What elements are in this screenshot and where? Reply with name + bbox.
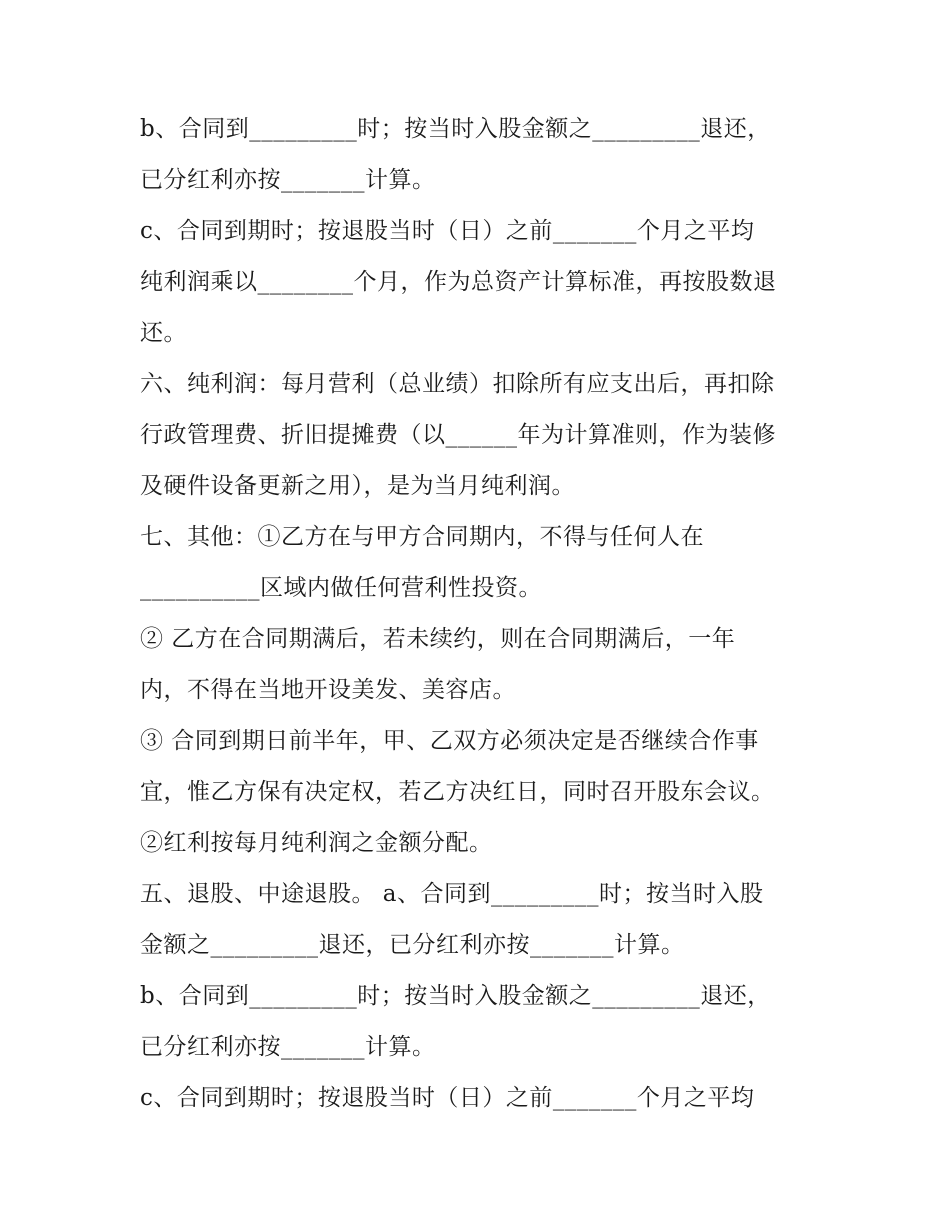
text-line: 五、退股、中途退股。 a、合同到_________时；按当时入股 [140,881,764,907]
text-line: 及硬件设备更新之用），是为当月纯利润。 [140,473,575,499]
text-line: c、合同到期时；按退股当时（日）之前_______个月之平均 [140,218,755,244]
text-line: ②红利按每月纯利润之金额分配。 [140,830,493,856]
text-line: 纯利润乘以________个月，作为总资产计算标准，再按股数退 [140,269,777,295]
text-line: 已分红利亦按_______计算。 [140,167,436,193]
text-line: 七、其他：①乙方在与甲方合同期内，不得与任何人在 [140,524,704,550]
text-line: 金额之_________退还，已分红利亦按_______计算。 [140,932,685,958]
text-line: 六、纯利润：每月营利（总业绩）扣除所有应支出后，再扣除 [140,371,775,397]
text-line: 还。 [140,320,187,346]
text-line: ② 乙方在合同期满后，若未续约，则在合同期满后，一年 [140,626,736,652]
text-line: __________区域内做任何营利性投资。 [140,575,542,601]
text-line: 已分红利亦按_______计算。 [140,1034,436,1060]
text-line: 宜，惟乙方保有决定权，若乙方决红日，同时召开股东会议。 [140,779,775,805]
text-line: ③ 合同到期日前半年，甲、乙双方必须决定是否继续合作事 [140,728,759,754]
text-line: 内，不得在当地开设美发、美容店。 [140,677,516,703]
text-line: 行政管理费、折旧提摊费（以______年为计算准则，作为装修 [140,422,776,448]
document-body [140,104,820,1124]
text-line: c、合同到期时；按退股当时（日）之前_______个月之平均 [140,1085,755,1111]
text-line: b、合同到_________时；按当时入股金额之_________退还， [140,983,771,1009]
text-line: b、合同到_________时；按当时入股金额之_________退还， [140,116,771,142]
